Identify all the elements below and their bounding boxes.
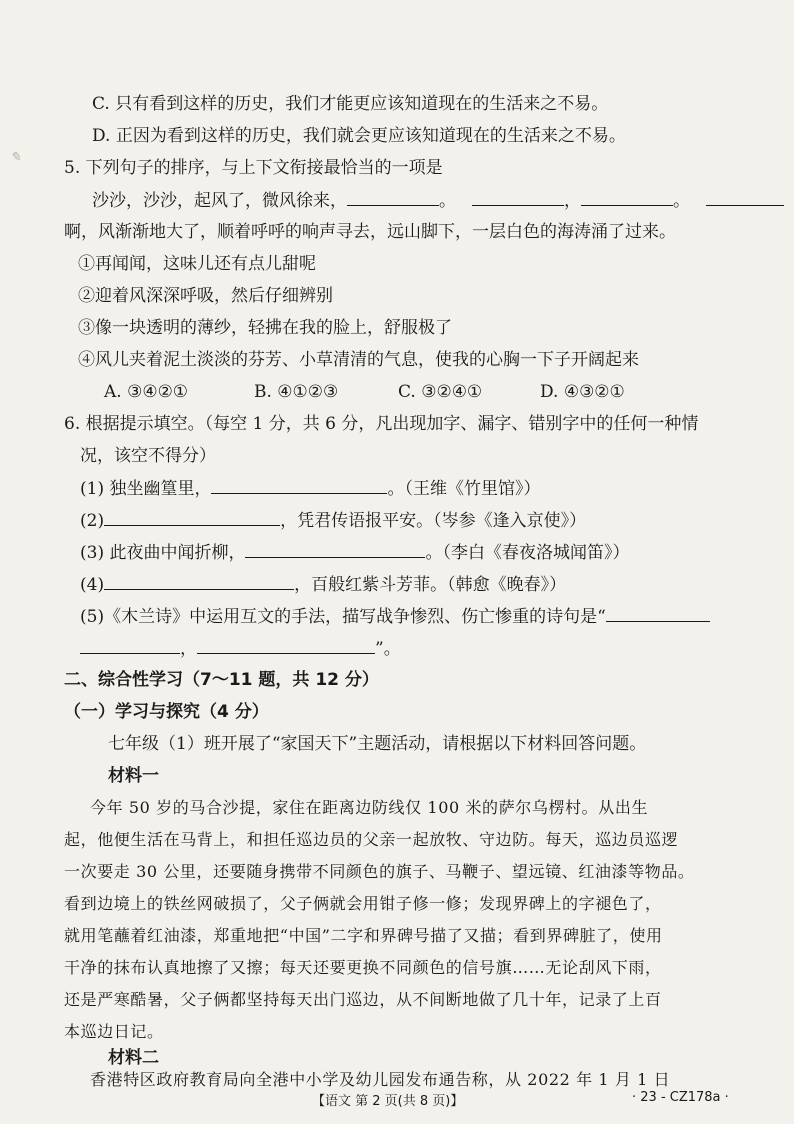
q6-item-1-text: (1) 独坐幽篁里，: [80, 479, 212, 499]
material2-line: 香港特区政府教育局向全港中小学及幼儿园发布通告称，从 2022 年 1 月 1 日: [90, 1070, 671, 1089]
margin-pencil-mark: ✎: [8, 150, 23, 165]
q5-choice-c: C. ③②④①: [398, 382, 483, 402]
q6-blank-2: [104, 508, 280, 526]
q6-blank-5b: [80, 636, 180, 654]
q6-item-2: [80, 508, 586, 533]
q6-blank-5c: [197, 636, 375, 654]
q5-blank-2: [472, 188, 564, 206]
q6-item-4-label: (4): [80, 575, 105, 595]
q6-item-3: [80, 540, 629, 565]
q6-stem-line2: 况，该空不得分）: [80, 446, 216, 466]
material2-label: 材料二: [108, 1048, 159, 1068]
q5-choice-b: B. ④①②③: [254, 382, 339, 402]
page-footer: 【语文 第 2 页(共 8 页)】: [312, 1094, 464, 1109]
q6-item-5-text: (5)《木兰诗》中运用互文的手法，描写战争惨烈、伤亡惨重的诗句是“: [80, 607, 606, 627]
q5-blank-3: [581, 188, 673, 206]
q5-item-2: ②迎着风深深呼吸，然后仔细辨别: [78, 286, 333, 306]
material1-line: 一次要走 30 公里，还要随身携带不同颜色的旗子、马鞭子、望远镜、红油漆等物品。: [64, 862, 695, 881]
q5-item-1: ①再闻闻，这味儿还有点儿甜呢: [78, 254, 316, 274]
q6-item-4-text: ，百般红紫斗芳菲。（韩愈《晚春》）: [294, 575, 567, 595]
q5-item-4: ④风儿夹着泥土淡淡的芬芳、小草清清的气息，使我的心胸一下子开阔起来: [78, 350, 639, 370]
q6-item-1-source: 。（王维《竹里馆》）: [387, 479, 541, 499]
q5-passage-start: 沙沙，沙沙，起风了，微风徐来，: [92, 191, 347, 211]
q4-option-d: D. 正因为看到这样的历史，我们就会更应该知道现在的生活来之不易。: [92, 126, 626, 146]
q5-stem: 5. 下列句子的排序，与上下文衔接最恰当的一项是: [64, 158, 443, 178]
q6-item-5-end: ”。: [375, 639, 401, 659]
material1-label: 材料一: [108, 766, 159, 786]
q6-blank-4: [104, 572, 294, 590]
q5-blank-4: [706, 188, 784, 206]
q6-item-3-source: 。（李白《春夜洛城闻笛》）: [425, 543, 630, 563]
q6-item-4: [80, 572, 566, 597]
q6-item-1: [80, 476, 540, 501]
q5-blank-1: [347, 188, 439, 206]
section2-intro: 七年级（1）班开展了“家国天下”主题活动，请根据以下材料回答问题。: [108, 734, 647, 754]
material1-line: 看到边境上的铁丝网破损了，父子俩就会用钳子修一修；发现界碑上的字褪色了，: [64, 894, 662, 913]
q6-blank-1: [211, 476, 387, 494]
q5-passage: 沙沙，沙沙，起风了，微风徐来， 。 ， 。: [92, 188, 784, 213]
q5-passage-cont: 啊，风渐渐地大了，顺着呼呼的响声寻去，远山脚下，一层白色的海涛涌了过来。: [64, 222, 676, 242]
q6-blank-3: [245, 540, 425, 558]
material1-line: 本巡边日记。: [64, 1022, 164, 1041]
page-code: · 23 - CZ178a ·: [632, 1090, 729, 1105]
material1-line: 干净的抹布认真地擦了又擦；每天还要更换不同颜色的信号旗……无论刮风下雨，: [64, 958, 662, 977]
q6-item-5-cont: ， ”。: [80, 636, 401, 661]
material1-line: 起，他便生活在马背上，和担任巡边员的父亲一起放牧、守边防。每天，巡边员巡逻: [64, 830, 679, 849]
q6-item-2-text: ，凭君传语报平安。（岑参《逢入京使》）: [280, 511, 587, 531]
q4-option-c: C. 只有看到这样的历史，我们才能更应该知道现在的生活来之不易。: [92, 94, 609, 114]
material1-line: 就用笔蘸着红油漆，郑重地把“中国”二字和界碑号描了又描；看到界碑脏了，使用: [64, 926, 663, 945]
material1-line: 今年 50 岁的马合沙提，家住在距离边防线仅 100 米的萨尔乌楞村。从出生: [90, 798, 649, 817]
q5-choice-d: D. ④③②①: [540, 382, 625, 402]
q6-stem-line1: 6. 根据提示填空。（每空 1 分，共 6 分，凡出现加字、漏字、错别字中的任何一种情: [64, 414, 699, 434]
section2-title: 二、综合性学习（7～11 题，共 12 分）: [64, 670, 379, 690]
q6-item-3-text: (3) 此夜曲中闻折柳，: [80, 543, 246, 563]
q6-item-2-label: (2): [80, 511, 105, 531]
q5-item-3: ③像一块透明的薄纱，轻拂在我的脸上，舒服极了: [78, 318, 452, 338]
q6-blank-5a: [606, 604, 710, 622]
section2-sub1: （一）学习与探究（4 分）: [64, 702, 269, 722]
q6-item-5: [80, 604, 710, 629]
q5-choice-a: A. ③④②①: [104, 382, 189, 402]
material1-line: 还是严寒酷暑，父子俩都坚持每天出门巡边，从不间断地做了几十年，记录了上百: [64, 990, 662, 1009]
